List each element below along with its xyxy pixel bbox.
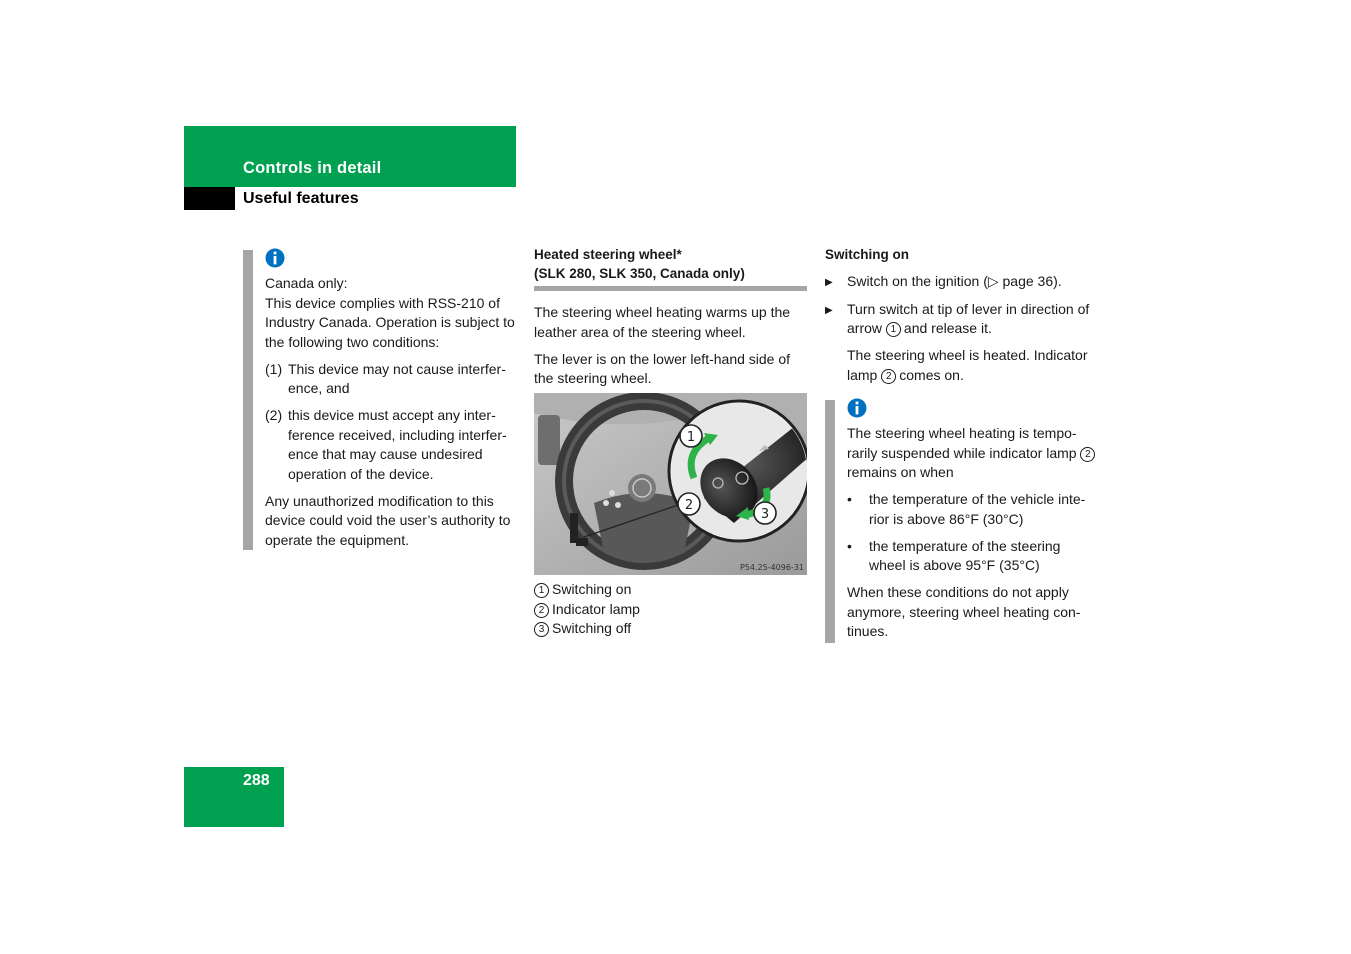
- legend-number: 3: [534, 622, 549, 637]
- lever-location: The lever is on the lower left-hand side of the steering wheel.: [534, 350, 791, 386]
- heating-description: The steering wheel heating warms up the leather area of the steering wheel.: [534, 304, 791, 340]
- condition-bullet: [847, 490, 1100, 529]
- figure-legend: [534, 580, 807, 639]
- step-text: Turn switch at tip of lever in direction of arrow: [847, 300, 1090, 336]
- legend-text: Switching off: [552, 620, 632, 636]
- result-text: The steering wheel is heated. Indicator lamp: [847, 347, 1088, 383]
- condition-label: (1): [265, 360, 283, 377]
- note-text: The steering wheel heating is tempo-rarily suspended while indicator lamp: [847, 425, 1077, 461]
- step-text: Switch on the ignition (: [847, 272, 988, 289]
- condition-text: this device must accept any inter-ference received, including interfer-ence that may cause undesired operation of the device.: [288, 407, 507, 482]
- page-reference: page 36).: [1002, 272, 1062, 289]
- legend-item: [534, 600, 807, 620]
- heated-wheel-heading: Heated steering wheel*: [534, 247, 682, 262]
- right-column: [825, 245, 1100, 393]
- step-text: and release it.: [903, 320, 992, 336]
- info-bar-right: [825, 400, 835, 643]
- steering-wheel-illustration: [534, 393, 807, 575]
- suspension-note: [847, 424, 1100, 483]
- left-info-column: [265, 248, 517, 558]
- steering-wheel-figure: [534, 393, 807, 575]
- legend-text: Indicator lamp: [552, 600, 640, 617]
- middle-column: [534, 245, 807, 396]
- page-ref-arrow-icon: ▷: [987, 272, 1003, 289]
- result-text: comes on.: [899, 366, 964, 383]
- condition-item: [265, 360, 517, 399]
- callout-number: 2: [881, 369, 896, 384]
- bullet-text: the temperature of the vehicle inte-rior is above 86°F (30°C): [869, 491, 1086, 527]
- header-black-tab: [184, 187, 235, 210]
- bullet-dot: •: [847, 537, 852, 554]
- condition-text: This device may not cause interfer-ence, and: [288, 360, 506, 396]
- condition-bullet: [847, 537, 1100, 576]
- canada-only-label: Canada only:: [265, 275, 348, 291]
- step-item: [825, 272, 1100, 293]
- info-bar-left: [243, 250, 253, 550]
- step-result: [825, 346, 1100, 385]
- modification-warning: Any unauthorized modification to this device could void the user’s authority to operate the equipment.: [265, 492, 511, 548]
- condition-item: [265, 406, 517, 484]
- info-icon: [847, 398, 867, 418]
- section-title: Controls in detail: [243, 159, 382, 177]
- subsection-title: Useful features: [243, 190, 359, 207]
- bullet-text: the temperature of the steering wheel is above 95°F (35°C): [869, 537, 1061, 573]
- legend-item: [534, 580, 807, 600]
- info-icon: [265, 248, 285, 268]
- legend-number: 1: [534, 583, 549, 598]
- bullet-dot: •: [847, 491, 852, 507]
- compliance-text: This device complies with RSS-210 of Industry Canada. Operation is subject to the following two conditions:: [265, 294, 515, 350]
- switching-on-heading: Switching on: [825, 247, 909, 262]
- step-arrow-icon: ▶: [825, 276, 833, 288]
- note-text: remains on when: [847, 464, 954, 480]
- right-info-box: [847, 398, 1100, 649]
- heading-rule: [534, 286, 807, 291]
- resume-note: When these conditions do not apply anymore, steering wheel heating con-tinues.: [847, 584, 1081, 639]
- step-item: [825, 300, 1100, 339]
- condition-label: (2): [265, 407, 283, 423]
- legend-text: Switching on: [552, 581, 632, 597]
- svg-text:2: 2: [684, 498, 694, 513]
- callout-number: 2: [1080, 447, 1095, 462]
- step-arrow-icon: ▶: [825, 304, 833, 316]
- figure-code: P54.25-4096-31: [739, 563, 804, 572]
- page-number: 288: [243, 772, 270, 789]
- callout-number: 1: [886, 322, 901, 337]
- heated-wheel-subheading: (SLK 280, SLK 350, Canada only): [534, 266, 745, 281]
- svg-text:3: 3: [760, 507, 770, 522]
- legend-number: 2: [534, 603, 549, 618]
- legend-item: [534, 619, 807, 639]
- svg-text:1: 1: [686, 430, 696, 445]
